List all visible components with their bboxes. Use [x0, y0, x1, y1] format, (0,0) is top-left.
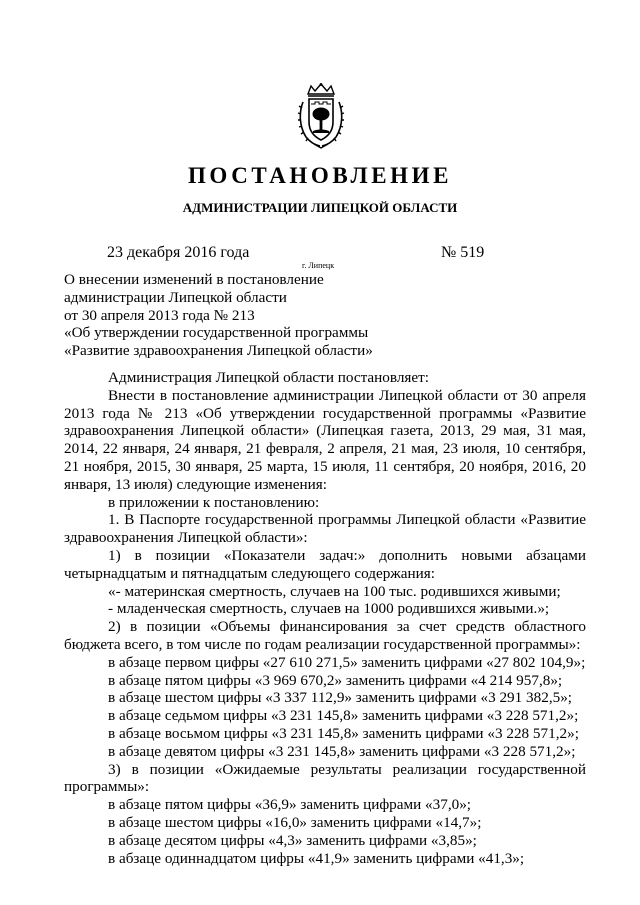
- document-body: [64, 369, 586, 867]
- subject-line: «Об утверждении государственной программы: [64, 324, 369, 342]
- document-city: г. Липецк: [302, 261, 335, 270]
- body-paragraph: 1) в позиции «Показатели задач:» дополнить новыми абзацами четырнадцатым и пятнадцатым следующего содержания:: [64, 546, 586, 582]
- body-paragraph: в абзаце шестом цифры «16,0» заменить цифрами «14,7»;: [108, 813, 482, 831]
- body-paragraph: Внести в постановление администрации Липецкой области от 30 апреля 2013 года № 213 «Об утверждении государственной программы «Развитие здравоохранения Липецкой области» (Липецкая газета, 2013, 29 мая, 31 мая, 2014, 22 января, 24 января, 21 февраля, 2 апреля, 21 мая, 23 июля, 10 сентября, 21 ноября, 2015, 30 января, 25 марта, 15 июля, 11 сентября, 20 ноября, 2016, 20 января, 13 июля) следующие изменения:: [64, 386, 586, 493]
- body-paragraph: в абзаце восьмом цифры «3 231 145,8» заменить цифрами «3 228 571,2»;: [108, 724, 579, 742]
- body-paragraph: Администрация Липецкой области постановляет:: [108, 369, 429, 386]
- body-paragraph: - младенческая смертность, случаев на 1000 родившихся живыми.»;: [108, 600, 550, 618]
- body-paragraph: в абзаце десятом цифры «4,3» заменить цифрами «3,85»;: [108, 831, 477, 849]
- body-paragraph: в абзаце одиннадцатом цифры «41,9» заменить цифрами «41,3»;: [108, 849, 525, 867]
- body-paragraph: в абзаце девятом цифры «3 231 145,8» заменить цифрами «3 228 571,2»;: [108, 742, 576, 760]
- subject-line: О внесении изменений в постановление: [64, 271, 324, 288]
- body-paragraph: в абзаце пятом цифры «3 969 670,2» заменить цифрами «4 214 957,8»;: [108, 671, 563, 689]
- body-paragraph: 3) в позиции «Ожидаемые результаты реализации государственной программы»:: [64, 760, 586, 796]
- body-paragraph: 2) в позиции «Объемы финансирования за счет средств областного бюджета всего, в том числе по годам реализации государственной программы»:: [64, 618, 586, 653]
- subject-line: администрации Липецкой области: [64, 288, 287, 306]
- body-paragraph: в приложении к постановлению:: [108, 493, 320, 511]
- body-paragraph: в абзаце первом цифры «27 610 271,5» заменить цифрами «27 802 104,9»;: [108, 653, 586, 671]
- subject-line: от 30 апреля 2013 года № 213: [64, 306, 255, 324]
- document-date: 23 декабря 2016 года: [107, 244, 250, 261]
- document-number: № 519: [441, 244, 485, 261]
- body-paragraph: в абзаце пятом цифры «36,9» заменить цифрами «37,0»;: [108, 796, 472, 814]
- document-title: ПОСТАНОВЛЕНИЕ: [187, 163, 453, 188]
- body-paragraph: 1. В Паспорте государственной программы Липецкой области «Развитие здравоохранения Липецкой области»:: [64, 511, 586, 547]
- subject-line: «Развитие здравоохранения Липецкой области»: [64, 342, 373, 360]
- coat-of-arms-icon: [296, 82, 346, 150]
- document-subject: [64, 271, 424, 360]
- document-authority: АДМИНИСТРАЦИИ ЛИПЕЦКОЙ ОБЛАСТИ: [182, 200, 458, 215]
- body-paragraph: в абзаце шестом цифры «3 337 112,9» заменить цифрами «3 291 382,5»;: [108, 689, 573, 707]
- body-paragraph: «- материнская смертность, случаев на 100 тыс. родившихся живыми;: [108, 582, 561, 600]
- body-paragraph: в абзаце седьмом цифры «3 231 145,8» заменить цифрами «3 228 571,2»;: [108, 707, 579, 725]
